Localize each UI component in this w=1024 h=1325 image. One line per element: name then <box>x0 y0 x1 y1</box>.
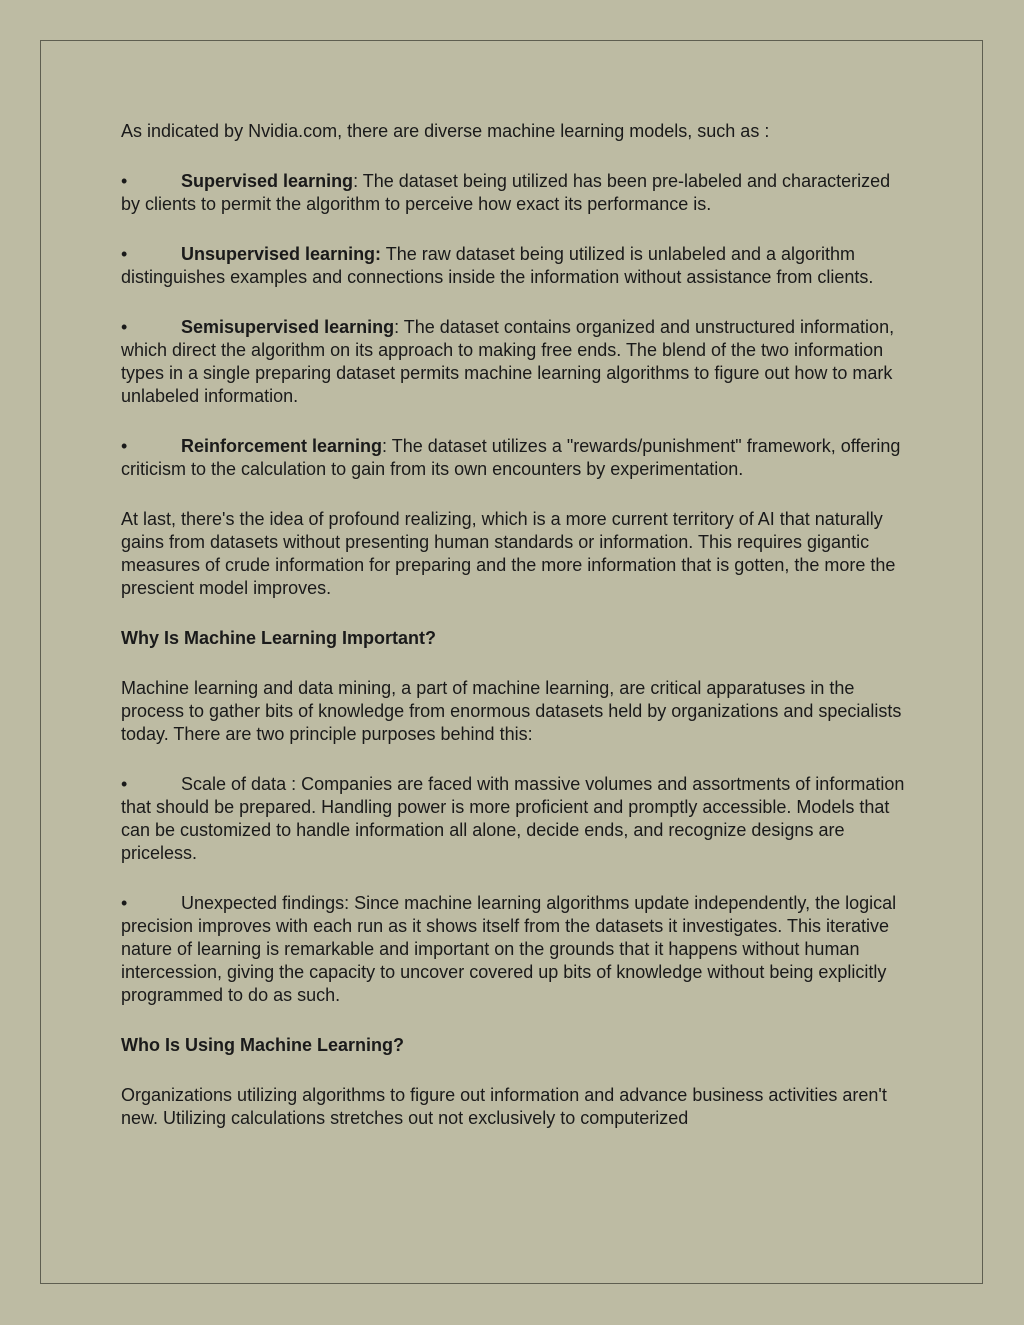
bullet-icon: • <box>121 774 128 794</box>
term-separator: : <box>394 317 400 337</box>
deep-learning-paragraph: At last, there's the idea of profound realizing, which is a more current territory of AI that naturally gains from datasets without presenting human standards or information. This requires gigantic measures of crude information for preparing and the more information that is gotten, the more the prescient model improves. <box>121 509 896 598</box>
term-reinforcement: Reinforcement learning <box>181 436 383 456</box>
term-semisupervised: Semisupervised learning <box>181 317 395 337</box>
description-scale-of-data: Scale of data : Companies are faced with massive volumes and assortments of information that should be prepared. Handling power is more proficient and promptly accessible. Models that can be customized to handle information all alone, decide ends, and recognize designs are priceless. <box>121 774 905 863</box>
description-unexpected-findings: Unexpected findings: Since machine learning algorithms update independently, the logical precision improves with each run as it shows itself from the datasets it investigates. This iterative nature of learning is remarkable and important on the grounds that it happens without human intercession, giving the capacity to uncover covered up bits of knowledge without being explicitly programmed to do as such. <box>121 893 897 1005</box>
bullet-icon: • <box>121 893 128 913</box>
bullet-icon: • <box>121 171 128 191</box>
list-item-reinforcement <box>121 435 906 481</box>
heading-why-important: Why Is Machine Learning Important? <box>121 628 437 648</box>
intro-paragraph: As indicated by Nvidia.com, there are diverse machine learning models, such as : <box>121 121 770 141</box>
description-supervised: The dataset being utilized has been pre-labeled and characterized by clients to permit the algorithm to perceive how exact its performance is. <box>121 171 891 214</box>
bullet-icon: • <box>121 244 128 264</box>
term-unsupervised: Unsupervised learning: <box>181 244 382 264</box>
term-separator: : <box>353 171 359 191</box>
bullet-icon: • <box>121 317 128 337</box>
list-item-scale-of-data <box>121 773 906 865</box>
list-item-semisupervised <box>121 316 906 408</box>
list-item-supervised <box>121 170 906 216</box>
term-separator: : <box>382 436 388 456</box>
bullet-icon: • <box>121 436 128 456</box>
list-item-unsupervised <box>121 243 906 289</box>
importance-paragraph: Machine learning and data mining, a part of machine learning, are critical apparatuses in the process to gather bits of knowledge from enormous datasets held by organizations and specialists today. There are two principle purposes behind this: <box>121 678 902 744</box>
list-item-unexpected-findings <box>121 892 906 1007</box>
document-body <box>121 120 906 1157</box>
description-semisupervised: The dataset contains organized and unstructured information, which direct the algorithm on its approach to making free ends. The blend of the two information types in a single preparing dataset permits machine learning algorithms to figure out how to mark unlabeled information. <box>121 317 895 406</box>
description-reinforcement: The dataset utilizes a "rewards/punishment" framework, offering criticism to the calculation to gain from its own encounters by experimentation. <box>121 436 901 479</box>
description-unsupervised: The raw dataset being utilized is unlabeled and a algorithm distinguishes examples and connections inside the information without assistance from clients. <box>121 244 874 287</box>
heading-who-is-using: Who Is Using Machine Learning? <box>121 1035 405 1055</box>
term-supervised: Supervised learning <box>181 171 354 191</box>
users-paragraph: Organizations utilizing algorithms to figure out information and advance business activities aren't new. Utilizing calculations stretches out not exclusively to computerized <box>121 1085 887 1128</box>
